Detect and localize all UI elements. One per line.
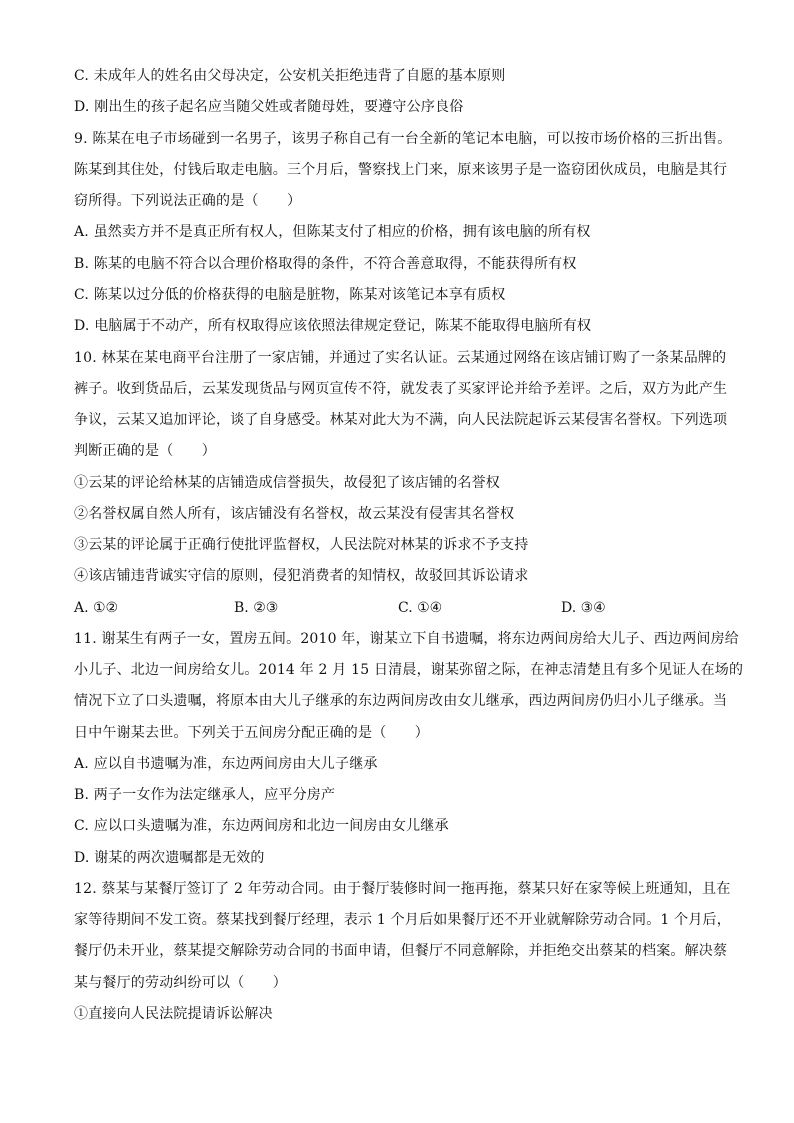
- q10-stem-line-2: 裤子。收到货品后，云某发现货品与网页宣传不符，就发表了买家评论并给予差评。之后，双方为此产生: [74, 381, 728, 397]
- q10-stem-line-4: 判断正确的是（ ）: [74, 443, 216, 459]
- q12-stem-line-4: 某与餐厅的劳动纠纷可以（ ）: [74, 975, 287, 991]
- q10-option-d: D. ③④: [561, 600, 606, 616]
- q10-statement-3: ③云某的评论属于正确行使批评监督权，人民法院对林某的诉求不予支持: [74, 537, 529, 553]
- q8-option-d: D. 刚出生的孩子起名应当随父姓或者随母姓，要遵守公序良俗: [74, 99, 464, 115]
- q11-option-c: C. 应以口头遗嘱为准，东边两间房和北边一间房由女儿继承: [74, 818, 449, 834]
- q11-stem-line-3: 情况下立了口头遗嘱，将原本由大儿子继承的东边两间房改由女儿继承，西边两间房仍归小儿子继承。当: [74, 693, 728, 709]
- q10-option-a: A. ①②: [74, 600, 119, 616]
- q10-stem-line-1: 10. 林某在某电商平台注册了一家店铺，并通过了实名认证。云某通过网络在该店铺订购了一条某品牌的: [74, 350, 727, 366]
- q9-stem-line-3: 窃所得。下列说法正确的是（ ）: [74, 193, 302, 209]
- q9-stem-line-1: 9. 陈某在电子市场碰到一名男子，该男子称自己有一台全新的笔记本电脑，可以按市场价格的三折出售。: [74, 131, 732, 147]
- q8-option-c: C. 未成年人的姓名由父母决定，公安机关拒绝违背了自愿的基本原则: [74, 68, 506, 84]
- q10-statement-4: ④该店铺违背诚实守信的原则，侵犯消费者的知情权，故驳回其诉讼请求: [74, 568, 529, 584]
- q9-option-c: C. 陈某以过分低的价格获得的电脑是脏物，陈某对该笔记本享有质权: [74, 287, 506, 303]
- q10-option-b: B. ②③: [234, 600, 279, 616]
- q9-option-d: D. 电脑属于不动产，所有权取得应该依照法律规定登记，陈某不能取得电脑所有权: [74, 318, 592, 334]
- q9-option-b: B. 陈某的电脑不符合以合理价格取得的条件，不符合善意取得，不能获得所有权: [74, 256, 577, 272]
- q12-stem-line-3: 餐厅仍未开业，蔡某提交解除劳动合同的书面申请，但餐厅不同意解除，并拒绝交出蔡某的档案。解决蔡: [74, 943, 728, 959]
- q11-stem-line-4: 日中午谢某去世。下列关于五间房分配正确的是（ ）: [74, 725, 429, 741]
- q11-stem-line-1: 11. 谢某生有两子一女，置房五间。2010 年，谢某立下自书遗嘱，将东边两间房给大儿子、西边两间房给: [74, 631, 739, 647]
- q10-options-row: [74, 598, 724, 618]
- q9-stem-line-2: 陈某到其住处，付钱后取走电脑。三个月后，警察找上门来，原来该男子是一盗窃团伙成员，电脑是其行: [74, 162, 728, 178]
- q11-stem-line-2: 小儿子、北边一间房给女儿。2014 年 2 月 15 日清晨，谢某弥留之际，在神志清楚且有多个见证人在场的: [74, 662, 744, 678]
- q9-option-a: A. 虽然卖方并不是真正所有权人，但陈某支付了相应的价格，拥有该电脑的所有权: [74, 224, 591, 240]
- q11-option-b: B. 两子一女作为法定继承人，应平分房产: [74, 787, 336, 803]
- q10-stem-line-3: 争议，云某又追加评论，谈了自身感受。林某对此大为不满，向人民法院起诉云某侵害名誉权。下列选项: [74, 412, 728, 428]
- q11-option-d: D. 谢某的两次遗嘱都是无效的: [74, 850, 265, 866]
- q10-statement-2: ②名誉权属自然人所有，该店铺没有名誉权，故云某没有侵害其名誉权: [74, 506, 515, 522]
- q12-stem-line-2: 家等待期间不发工资。蔡某找到餐厅经理，表示 1 个月后如果餐厅还不开业就解除劳动合同。1 个月后，: [74, 912, 731, 928]
- q10-statement-1: ①云某的评论给林某的店铺造成信誉损失，故侵犯了该店铺的名誉权: [74, 475, 500, 491]
- q10-option-c: C. ①④: [398, 600, 443, 616]
- q12-stem-line-1: 12. 蔡某与某餐厅签订了 2 年劳动合同。由于餐厅装修时间一拖再拖，蔡某只好在家等候上班通知，且在: [74, 881, 731, 897]
- q11-option-a: A. 应以自书遗嘱为准，东边两间房由大儿子继承: [74, 756, 378, 772]
- q12-statement-1: ①直接向人民法院提请诉讼解决: [74, 1006, 273, 1022]
